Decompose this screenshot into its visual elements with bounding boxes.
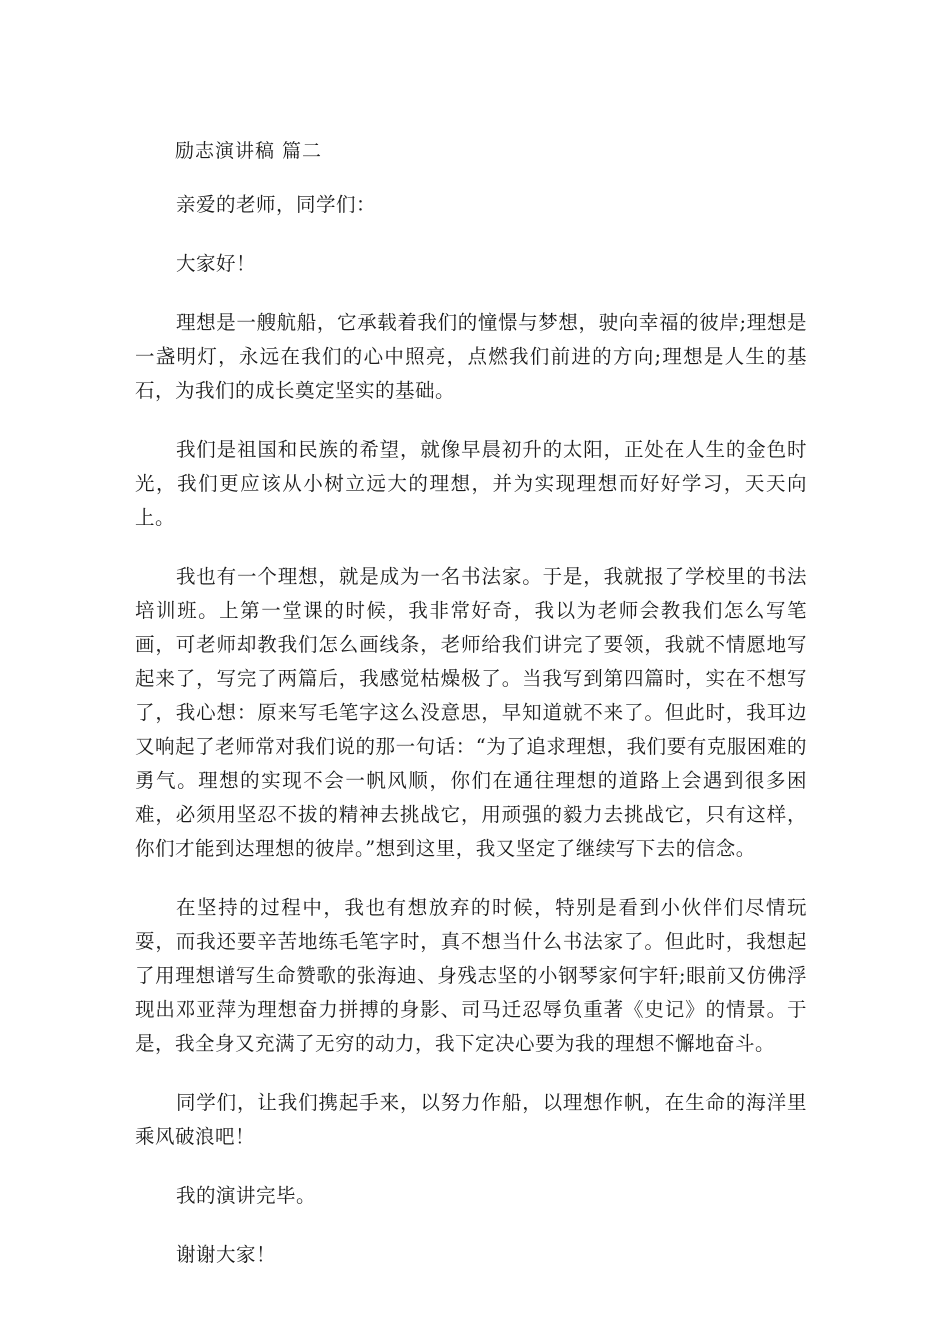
thanks-paragraph: 谢谢大家！	[175, 1243, 276, 1266]
closing-paragraph: 我的演讲完毕。	[175, 1184, 316, 1207]
body-paragraph: 我也有一个理想，就是成为一名书法家。于是，我就报了学校里的书法培训班。上第一堂课的时候，我非常好奇，我以为老师会教我们怎么写笔画，可老师却教我们怎么画线条，老师给我们讲完了要领，我就不情愿地写起来了，写完了两篇后，我感觉枯燥极了。当我写到第四篇时，实在不想写了，我心想：原来写毛笔字这么没意思，早知道就不来了。但此时，我耳边又响起了老师常对我们说的那一句话：“为了追求理想，我们要有克服困难的勇气。理想的实现不会一帆风顺，你们在通往理想的道路上会遇到很多困难，必须用坚忍不拔的精神去挑战它，用顽强的毅力去挑战它，只有这样，你们才能到达理想的彼岸。”想到这里，我又坚定了继续写下去的信念。	[135, 565, 807, 860]
body-paragraph: 在坚持的过程中，我也有想放弃的时候，特别是看到小伙伴们尽情玩耍，而我还要辛苦地练毛笔字时，真不想当什么书法家了。但此时，我想起了用理想谱写生命赞歌的张海迪、身残志坚的小钢琴家何宇轩;眼前又仿佛浮现出邓亚萍为理想奋力拼搏的身影、司马迁忍辱负重著《史记》的情景。于是，我全身又充满了无穷的动力，我下定决心要为我的理想不懈地奋斗。	[135, 896, 807, 1055]
salutation-paragraph: 亲爱的老师，同学们：	[175, 193, 376, 216]
greeting-paragraph: 大家好！	[175, 252, 256, 275]
body-paragraph: 理想是一艘航船，它承载着我们的憧憬与梦想，驶向幸福的彼岸;理想是一盏明灯，永远在我们的心中照亮，点燃我们前进的方向;理想是人生的基石，为我们的成长奠定坚实的基础。	[135, 311, 807, 402]
document-heading: 励志演讲稿 篇二	[175, 140, 323, 162]
document-body	[135, 188, 807, 1297]
body-paragraph: 同学们，让我们携起手来，以努力作船，以理想作帆，在生命的海洋里乘风破浪吧！	[135, 1091, 807, 1148]
body-paragraph: 我们是祖国和民族的希望，就像早晨初升的太阳，正处在人生的金色时光，我们更应该从小树立远大的理想，并为实现理想而好好学习，天天向上。	[135, 438, 807, 529]
